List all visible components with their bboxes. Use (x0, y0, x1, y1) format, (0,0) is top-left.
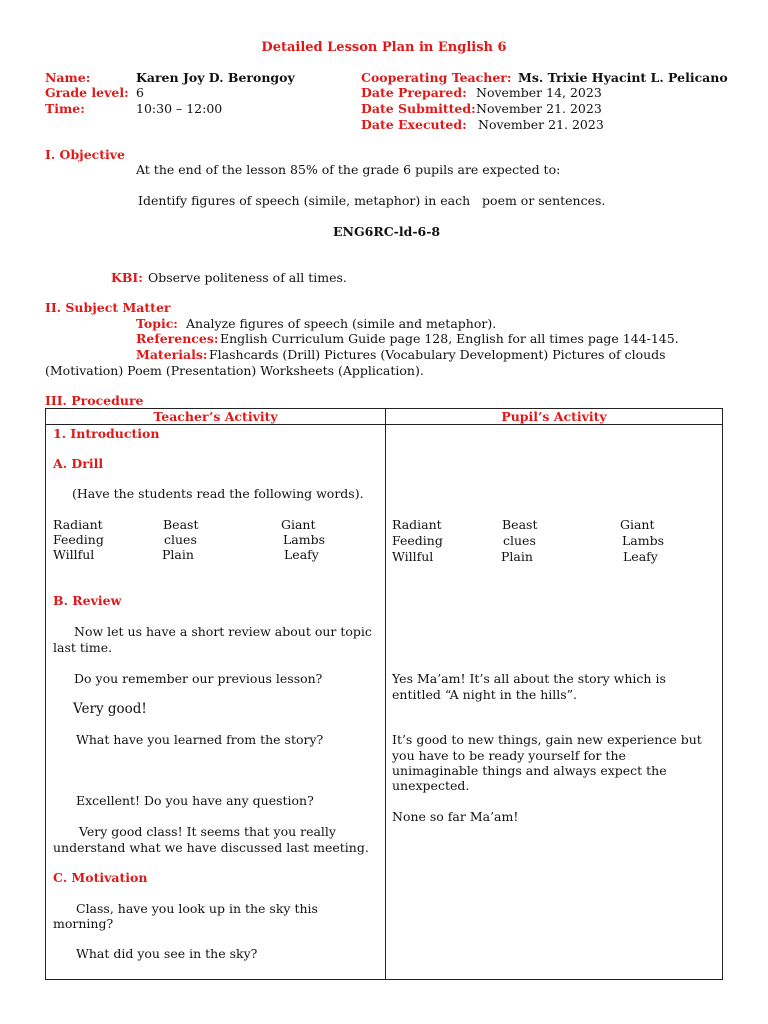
drill-instruction: (Have the students read the following words). (72, 486, 364, 501)
coop-teacher-value: Ms. Trixie Hyacint L. Pelicano (518, 70, 728, 85)
word-item: clues (164, 532, 197, 547)
date-executed-label: Date Executed: (361, 117, 467, 132)
objective-goal: Identify figures of speech (simile, metaphor) in each poem or sentences. (138, 193, 606, 208)
word-item: Beast (502, 517, 538, 532)
topic-value: Analyze figures of speech (simile and metaphor). (186, 316, 497, 331)
motivation-heading: C. Motivation (53, 870, 148, 885)
word-item: Leafy (623, 549, 658, 564)
word-item: Feeding (53, 532, 104, 547)
praise-excellent: Excellent! Do you have any question? (76, 793, 314, 808)
objective-intro: At the end of the lesson 85% of the grade 6 pupils are expected to: (136, 162, 561, 177)
materials-value-line2: (Motivation) Poem (Presentation) Worksheets (Application). (45, 363, 424, 378)
subject-matter-heading: II. Subject Matter (45, 300, 171, 315)
coop-teacher-label: Cooperating Teacher: (361, 70, 512, 85)
question-learned: What have you learned from the story? (76, 732, 324, 747)
word-item: Lambs (622, 533, 665, 548)
procedure-table (45, 408, 723, 980)
date-submitted-label: Date Submitted: (361, 101, 476, 116)
review-line2: last time. (53, 640, 113, 655)
word-item: Giant (620, 517, 655, 532)
drill-heading: A. Drill (53, 456, 104, 471)
document-title: Detailed Lesson Plan in English 6 (261, 40, 507, 55)
pupil-answer2-line2: you have to be ready yourself for the (392, 748, 626, 763)
date-submitted-value: November 21. 2023 (476, 101, 602, 116)
pupil-answer2-line4: unexpected. (392, 778, 470, 793)
grade-label: Grade level: (45, 85, 129, 100)
word-item: Radiant (392, 517, 442, 532)
date-prepared-value: November 14, 2023 (476, 85, 602, 100)
review-line1: Now let us have a short review about our topic (74, 624, 372, 639)
pupil-answer2-line1: It’s good to new things, gain new experience but (392, 732, 702, 747)
pupil-answer1-line1: Yes Ma’am! It’s all about the story which is (392, 671, 666, 686)
motivation-line2: morning? (53, 916, 114, 931)
materials-value-line1: Flashcards (Drill) Pictures (Vocabulary Development) Pictures of clouds (209, 347, 666, 362)
competency-code: ENG6RC-ld-6-8 (333, 224, 441, 239)
word-item: Giant (281, 517, 316, 532)
word-item: Plain (162, 547, 194, 562)
pupil-answer1-line2: entitled “A night in the hills”. (392, 687, 578, 702)
time-value: 10:30 – 12:00 (136, 101, 223, 116)
teacher-activity-header: Teacher’s Activity (46, 409, 386, 425)
word-item: Beast (163, 517, 199, 532)
word-item: Feeding (392, 533, 443, 548)
name-value: Karen Joy D. Berongoy (136, 70, 295, 85)
motivation-line1: Class, have you look up in the sky this (76, 901, 318, 916)
kbi-value: Observe politeness of all times. (148, 270, 347, 285)
word-item: Radiant (53, 517, 103, 532)
references-label: References: (136, 331, 219, 346)
word-item: Lambs (283, 532, 326, 547)
pupil-activity-header: Pupil’s Activity (386, 409, 723, 425)
word-item: Leafy (284, 547, 319, 562)
time-label: Time: (45, 101, 85, 116)
very-good-class-line2: understand what we have discussed last meeting. (53, 840, 369, 855)
pupil-answer2-line3: unimaginable things and always expect the (392, 763, 667, 778)
procedure-heading: III. Procedure (45, 393, 144, 408)
pupil-activity-cell (386, 425, 722, 979)
word-item: Plain (501, 549, 533, 564)
name-label: Name: (45, 70, 91, 85)
question-previous-lesson: Do you remember our previous lesson? (74, 671, 323, 686)
materials-label: Materials: (136, 347, 208, 362)
grade-value: 6 (136, 85, 144, 100)
teacher-activity-cell (46, 425, 385, 979)
topic-label: Topic: (136, 316, 178, 331)
introduction-heading: 1. Introduction (53, 426, 160, 441)
word-item: clues (503, 533, 536, 548)
pupil-answer3: None so far Ma’am! (392, 809, 519, 824)
praise-very-good: Very good! (73, 701, 147, 717)
date-prepared-label: Date Prepared: (361, 85, 467, 100)
review-heading: B. Review (53, 593, 122, 608)
question-sky: What did you see in the sky? (76, 946, 258, 961)
objective-heading: I. Objective (45, 147, 126, 162)
references-value: English Curriculum Guide page 128, English for all times page 144-145. (220, 331, 679, 346)
word-item: Willful (53, 547, 95, 562)
word-item: Willful (392, 549, 434, 564)
very-good-class-line1: Very good class! It seems that you really (79, 824, 336, 839)
date-executed-value: November 21. 2023 (478, 117, 604, 132)
kbi-label: KBI: (111, 270, 143, 285)
